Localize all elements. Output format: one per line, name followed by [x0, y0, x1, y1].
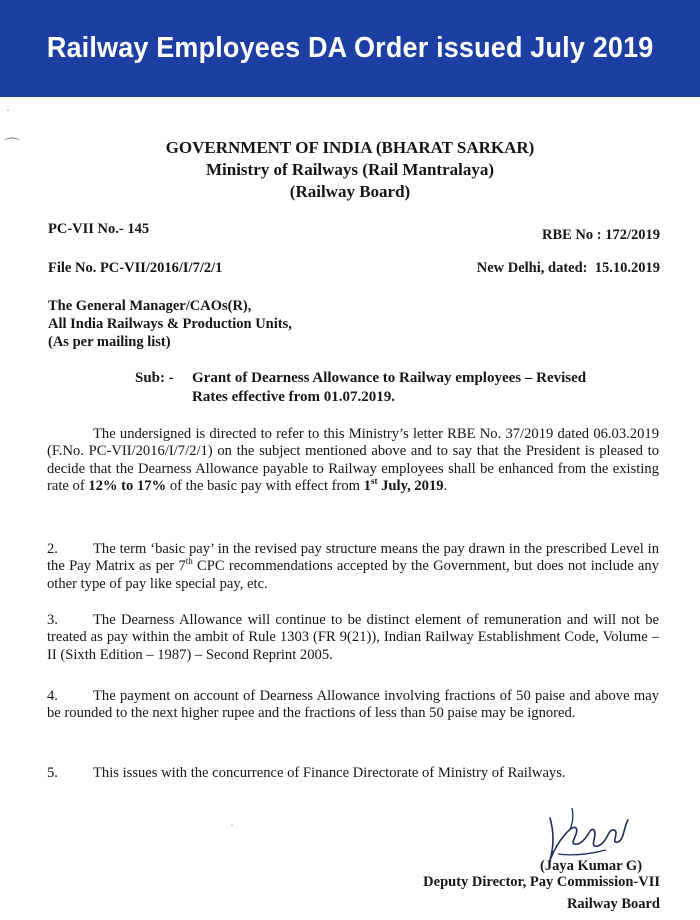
signatory-designation: Deputy Director, Pay Commission-VII [423, 874, 660, 890]
scan-mark: ⌒ [4, 138, 21, 155]
subject-label: Sub: - [135, 370, 174, 386]
scan-speck: · [6, 103, 10, 117]
addressee-line: The General Manager/CAOs(R), [48, 298, 252, 314]
date-value: 15.10.2019 [594, 260, 660, 276]
banner-title: Railway Employees DA Order issued July 2019 [46, 32, 654, 64]
header-board: (Railway Board) [289, 182, 411, 201]
paragraph-1: The undersigned is directed to refer to this Ministry’s letter RBE No. 37/2019 dated 06.03.2019 (F.No. PC-VII/2016/I/7/2/1) on the subject mentioned above and to say that the President is pleased to decide that the Dearness Allowance payable to Railway employees shall be enhanced from the existing rate of 12% to 17% of the basic pay with effect from 1st July, 2019. [47, 426, 659, 495]
paragraph-3: 3. The Dearness Allowance will continue to be distinct element of remuneration and will not be treated as pay within the ambit of Rule 1303 (FR 9(21)), Indian Railway Establishment Code, Volume –II (Sixth Edition – 1987) – Second Reprint 2005. [47, 612, 659, 663]
paragraph-number: 2. [47, 541, 58, 557]
subject-line: Rates effective from 01.07.2019. [192, 389, 395, 405]
rbe-number: RBE No : 172/2019 [541, 227, 660, 243]
subject-text [192, 369, 662, 407]
paragraph-number: 5. [47, 765, 58, 781]
signatory-block [240, 871, 660, 915]
header-ministry: Ministry of Railways (Rail Mantralaya) [205, 160, 495, 179]
signatory-office: Railway Board [566, 896, 660, 912]
paragraph-4: 4. The payment on account of Dearness Allowance involving fractions of 50 paise and above may be rounded to the next higher rupee and the fractions of less than 50 paise may be ignored. [47, 688, 659, 722]
addressee-line: (As per mailing list) [48, 334, 171, 350]
title-banner [0, 0, 700, 97]
paragraph-number: 4. [47, 688, 58, 704]
paragraph-number: 3. [47, 612, 58, 628]
subject-line: Grant of Dearness Allowance to Railway employees – Revised [192, 370, 587, 386]
addressee-line: All India Railways & Production Units, [48, 316, 292, 332]
da-rate: 12% to 17% [88, 478, 167, 495]
file-number: File No. PC-VII/2016/I/7/2/1 [48, 260, 223, 276]
date-label: New Delhi, dated: [476, 260, 588, 276]
signatory-name: (Jaya Kumar G) [540, 858, 643, 874]
paragraph-5: 5. This issues with the concurrence of Finance Directorate of Ministry of Railways. [47, 765, 566, 781]
pc-number: PC-VII No.- 145 [48, 221, 150, 237]
addressee [48, 297, 448, 351]
header-government: GOVERNMENT OF INDIA (BHARAT SARKAR) [165, 138, 535, 157]
effective-date: 1st July, 2019 [363, 476, 444, 495]
paragraph-2: 2. The term ‘basic pay’ in the revised pay structure means the pay drawn in the prescribed Level in the Pay Matrix as per 7th CPC recommendations accepted by the Government, but does not include any other type of pay like special pay, etc. [47, 541, 659, 592]
date-line [477, 260, 660, 277]
scan-speck: · [230, 818, 234, 832]
